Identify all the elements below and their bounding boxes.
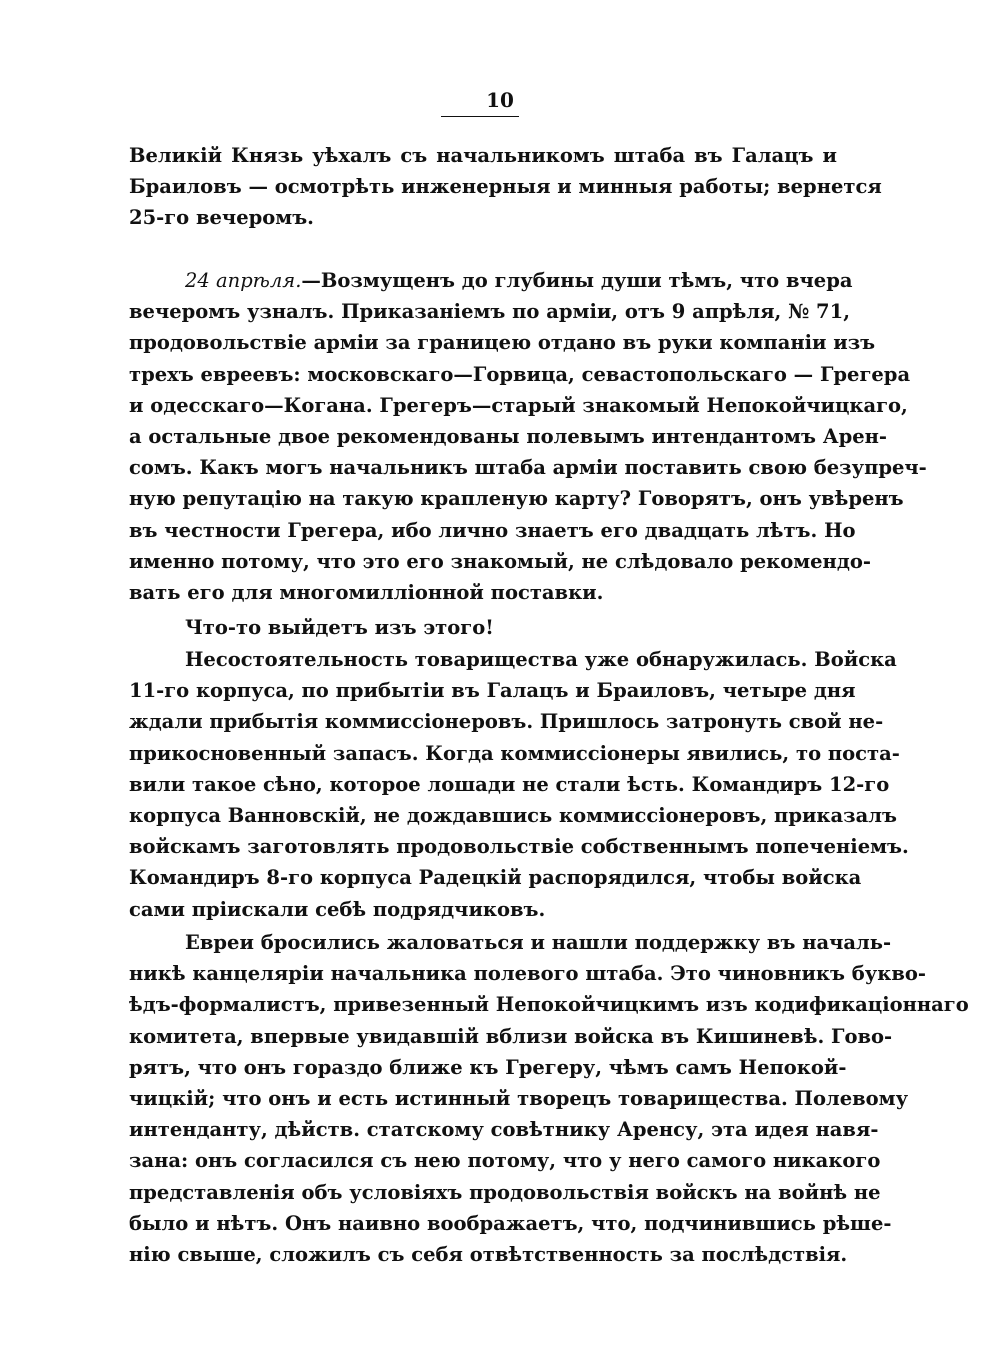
- text-line: было и нѣтъ. Онъ наивно воображаетъ, что, подчинившись рѣше-: [129, 1211, 892, 1235]
- text-line: никѣ канцелярiи начальника полевого штаба. Это чиновникъ букво-: [129, 962, 926, 986]
- page-number: 10: [486, 88, 514, 112]
- text-line: Несостоятельность товарищества уже обнаружилась. Войска: [185, 648, 897, 671]
- text-line: Командиръ 8-го корпуса Радецкiй распорядился, чтобы войска: [129, 866, 862, 890]
- text-line: рятъ, что онъ гораздо ближе къ Грегеру, чѣмъ самъ Непокой-: [129, 1055, 847, 1079]
- text-line: въ честности Грегера, ибо лично знаетъ его двадцать лѣтъ. Но: [129, 518, 856, 542]
- text-line: и одесскаго—Когана. Грегеръ—старый знакомый Непокойчицкаго,: [129, 393, 908, 417]
- paragraph-4: [129, 644, 909, 925]
- text-line: 11-го корпуса, по прибытiи въ Галацъ и Браиловъ, четыре дня: [129, 679, 856, 703]
- text-fragment: —Возмущенъ до глубины души тѣмъ, что вчера: [301, 269, 853, 292]
- text-line: именно потому, что это его знакомый, не слѣдовало рекомендо-: [129, 549, 871, 573]
- text-line: ѣдъ-формалистъ, привезенный Непокойчицкимъ изъ кодификацiоннаго: [129, 993, 969, 1017]
- text-line: вили такое сѣно, которое лошади не стали ѣсть. Командиръ 12-го: [129, 772, 890, 796]
- text-line: Великiй Князь уѣхалъ съ начальникомъ штаба въ Галацъ и: [129, 144, 837, 167]
- text-line: сомъ. Какъ могъ начальникъ штаба армiи поставить свою безупреч-: [129, 456, 927, 480]
- text-line: Что-то выйдетъ изъ этого!: [185, 616, 494, 639]
- text-line: корпуса Ванновскiй, не дождавшись коммиссiонеровъ, приказалъ: [129, 803, 897, 827]
- paragraph-3: [129, 612, 837, 643]
- text-line: 25-го вечеромъ.: [129, 206, 314, 230]
- text-line: трехъ евреевъ: московскаго—Горвица, севастопольскаго — Грегера: [129, 362, 911, 386]
- text-line: Браиловъ — осмотрѣть инженерныя и минныя работы; вернется: [129, 175, 882, 199]
- text-line: интенданту, дѣйств. статскому совѣтнику Аренсу, эта идея навя-: [129, 1118, 879, 1142]
- text-line: продовольствiе армiи за границею отдано въ руки компанiи изъ: [129, 331, 876, 355]
- text-line: комитета, впервые увидавшiй вблизи войска въ Кишиневѣ. Гово-: [129, 1024, 893, 1048]
- text-line: а остальные двое рекомендованы полевымъ интендантомъ Арен-: [129, 424, 887, 448]
- text-line: ную репутацiю на такую крапленую карту? Говорятъ, онъ увѣренъ: [129, 487, 904, 511]
- text-line: войскамъ заготовлять продовольствiе собственнымъ попеченiемъ.: [129, 835, 909, 859]
- entry-date: 24 апрѣля.: [185, 269, 302, 292]
- text-line: зана: онъ согласился съ нею потому, что у него самого никакого: [129, 1149, 881, 1173]
- text-line: чицкiй; что онъ и есть истинный творецъ товарищества. Полевому: [129, 1086, 909, 1110]
- text-line: представленiя объ условiяхъ продовольствiя войскъ на войнѣ не: [129, 1180, 881, 1204]
- text-line: вать его для многомиллiонной поставки.: [129, 580, 604, 604]
- paragraph-1: [129, 140, 882, 234]
- text-line: сами прiискали себѣ подрядчиковъ.: [129, 897, 546, 921]
- text-line: Евреи бросились жаловаться и нашли поддержку въ началь-: [185, 931, 892, 954]
- text-line: ждали прибытiя коммиссiонеровъ. Пришлось затронуть свой не-: [129, 710, 884, 734]
- page-number-rule: [441, 116, 519, 117]
- text-line: прикосновенный запасъ. Когда коммиссiонеры явились, то поста-: [129, 741, 900, 765]
- text-line: нiю свыше, сложилъ съ себя отвѣтственность за послѣдствiя.: [129, 1242, 848, 1266]
- paragraph-2: [129, 265, 927, 608]
- text-line: [129, 265, 853, 296]
- paragraph-5: [129, 927, 969, 1270]
- text-line: вечеромъ узналъ. Приказанiемъ по армiи, отъ 9 апрѣля, № 71,: [129, 300, 850, 324]
